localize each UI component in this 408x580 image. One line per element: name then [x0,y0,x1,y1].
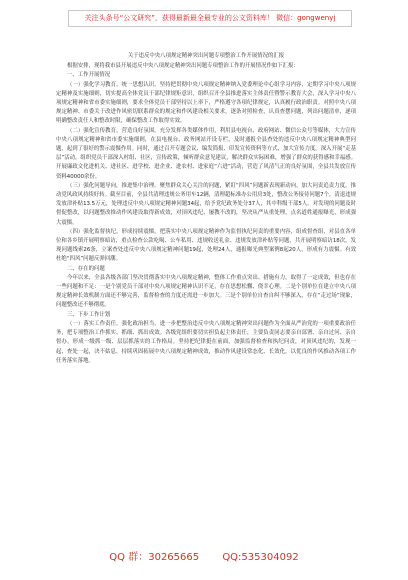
document-title: 关于违反中央八项规定精神突出问题专项整治工作开展情况的汇报 [127,53,285,59]
body-paragraph-1: （一）强化学习教育，统一思想认识。坚持把贯彻中央八项规定精神纳入党委理论中心组学习内容，定期学习中央八项规定精神及实施细则，切实提高全体党员干部纪律规矩意识，组织召开全县推进落实主体责任暨警示教育大会，深入学习中央八项规定精神和省市委实施细则，要求全体党员干部坚持以上率下，严格遵守各项纪律规定，认真履行政治职责。对照中央八项规定精神、市委关于改进作风密切联系群众的规定和作风建设相关要求，逐条对照检查，认真查摆问题，列出问题清单，逐项明确整改责任人和整改时限，确保整改工作取得实效。 [56,81,356,125]
body-paragraph-5: 今年以来，全县各级各部门坚决贯彻落实中央八项规定精神，整体工作重点突出、措施有力，取得了一定成效，但也存在一些问题和不足：一是个别党员干部对中央八项规定精神认识不足，存在思想松懈、侥幸心理。二是个别单位在建立中央八项规定精神长效机制方面还不够完善，监督检查的力度还需进一步加大。三是个别单位自查自纠不够深入，存在“走过场”现象，问题整改还不够彻底。 [56,274,356,309]
body-paragraph-3: （三）强化问题导向，推进集中治理。聚焦群众关心关注的问题，紧盯“四风”问题新表现新动向，加大问责追责力度，推动党风政风持续好转。截至目前，全县共清理违规公务用车12辆，清理超标准办公用房3处，整改公务接待问题7个，清退违规发放津补贴13.5万元，处理违反中央八项规定精神问题34起，给予党纪政务处分37人，其中科级干部5人。对发现的问题及时督促整改，以问题整改推动作风建设取得新成效，对顶风违纪、屡教不改的，坚决从严从重处理，点名道姓通报曝光，形成强大震慑。 [56,182,356,226]
section-heading-1: 一、工作开展情况 [67,72,111,79]
body-paragraph-4: （四）强化监督执纪，形成持续震慑。把落实中央八项规定精神作为监督执纪问责的重要内容，组成督查组，对县直各单位和各乡镇开展明察暗访，重点检查公款吃喝、公车私用、违规收送礼金、违规发放津补贴等问题，共开展明察暗访18次，发现问题线索26条，立案查处违反中央八项规定精神问题19起，处理24人，通报曝光典型案例8起20人，形成有力震慑。有效杜绝“四风”问题反弹回潮。 [56,228,356,263]
body-paragraph-6: （一）落实工作责任。强化政治担当，进一步把整治违反中央八项规定精神突出问题作为全面从严治党的一项重要政治任务，把专项整治工作抓实、抓细、抓出成效。各级党组织要切实担负起主体责任，主要负责同志要亲自部署、亲自过问、亲自督办，形成一级抓一级、层层抓落实的工作格局。坚持把纪律挺在前面，加强监督检查和执纪问责，对顶风违纪的，发现一起，查处一起，决不姑息。持续巩固拓展中央八项规定精神成效，推动作风建设常态化、长效化，以优良的作风推动各项工作任务落实落地。 [56,320,356,364]
qq-text: QQ:535304092 [222,552,299,563]
body-paragraph-2: （二）强化宣传教育，营造良好氛围。充分发挥各类媒体作用，利用县电视台、政府网站、微信公众号等媒体，大力宣传中央八项规定精神和省市委实施细则，在县电视台、政务网站开设专栏，及时通报全县查处的违反中央八项规定精神典型问题，起到了很好的警示震慑作用。同时，通过召开专题会议、编发简报、印发宣传资料等方式，加大宣传力度。深入开展“走基层”活动，组织党员干部深入村组、社区，宣传政策，倾听群众意见建议，解决群众实际困难，增强了群众的获得感和幸福感。开展廉政文化进机关、进社区、进学校、进企业、进农村、进家庭“六进”活动，营造了风清气正的良好氛围，全县共发放宣传资料40000余份。 [56,127,356,180]
contact-footer [0,548,408,563]
document-page [56,52,356,366]
promo-banner[interactable]: 关注头条号“公文研究”，获得最新最全最专业的公文资料库！ 微信：gongwenyj [68,10,352,27]
intro-paragraph: 根据安排，现将我市县开展违反中央八项规定精神突出问题专项整治工作的开展情况作如下汇报： [67,63,299,70]
section-heading-2: 二、存在的问题 [67,265,105,272]
qq-group-text: QQ 群：30265665 [109,552,200,563]
section-heading-3: 三、下步工作计划 [67,311,111,318]
